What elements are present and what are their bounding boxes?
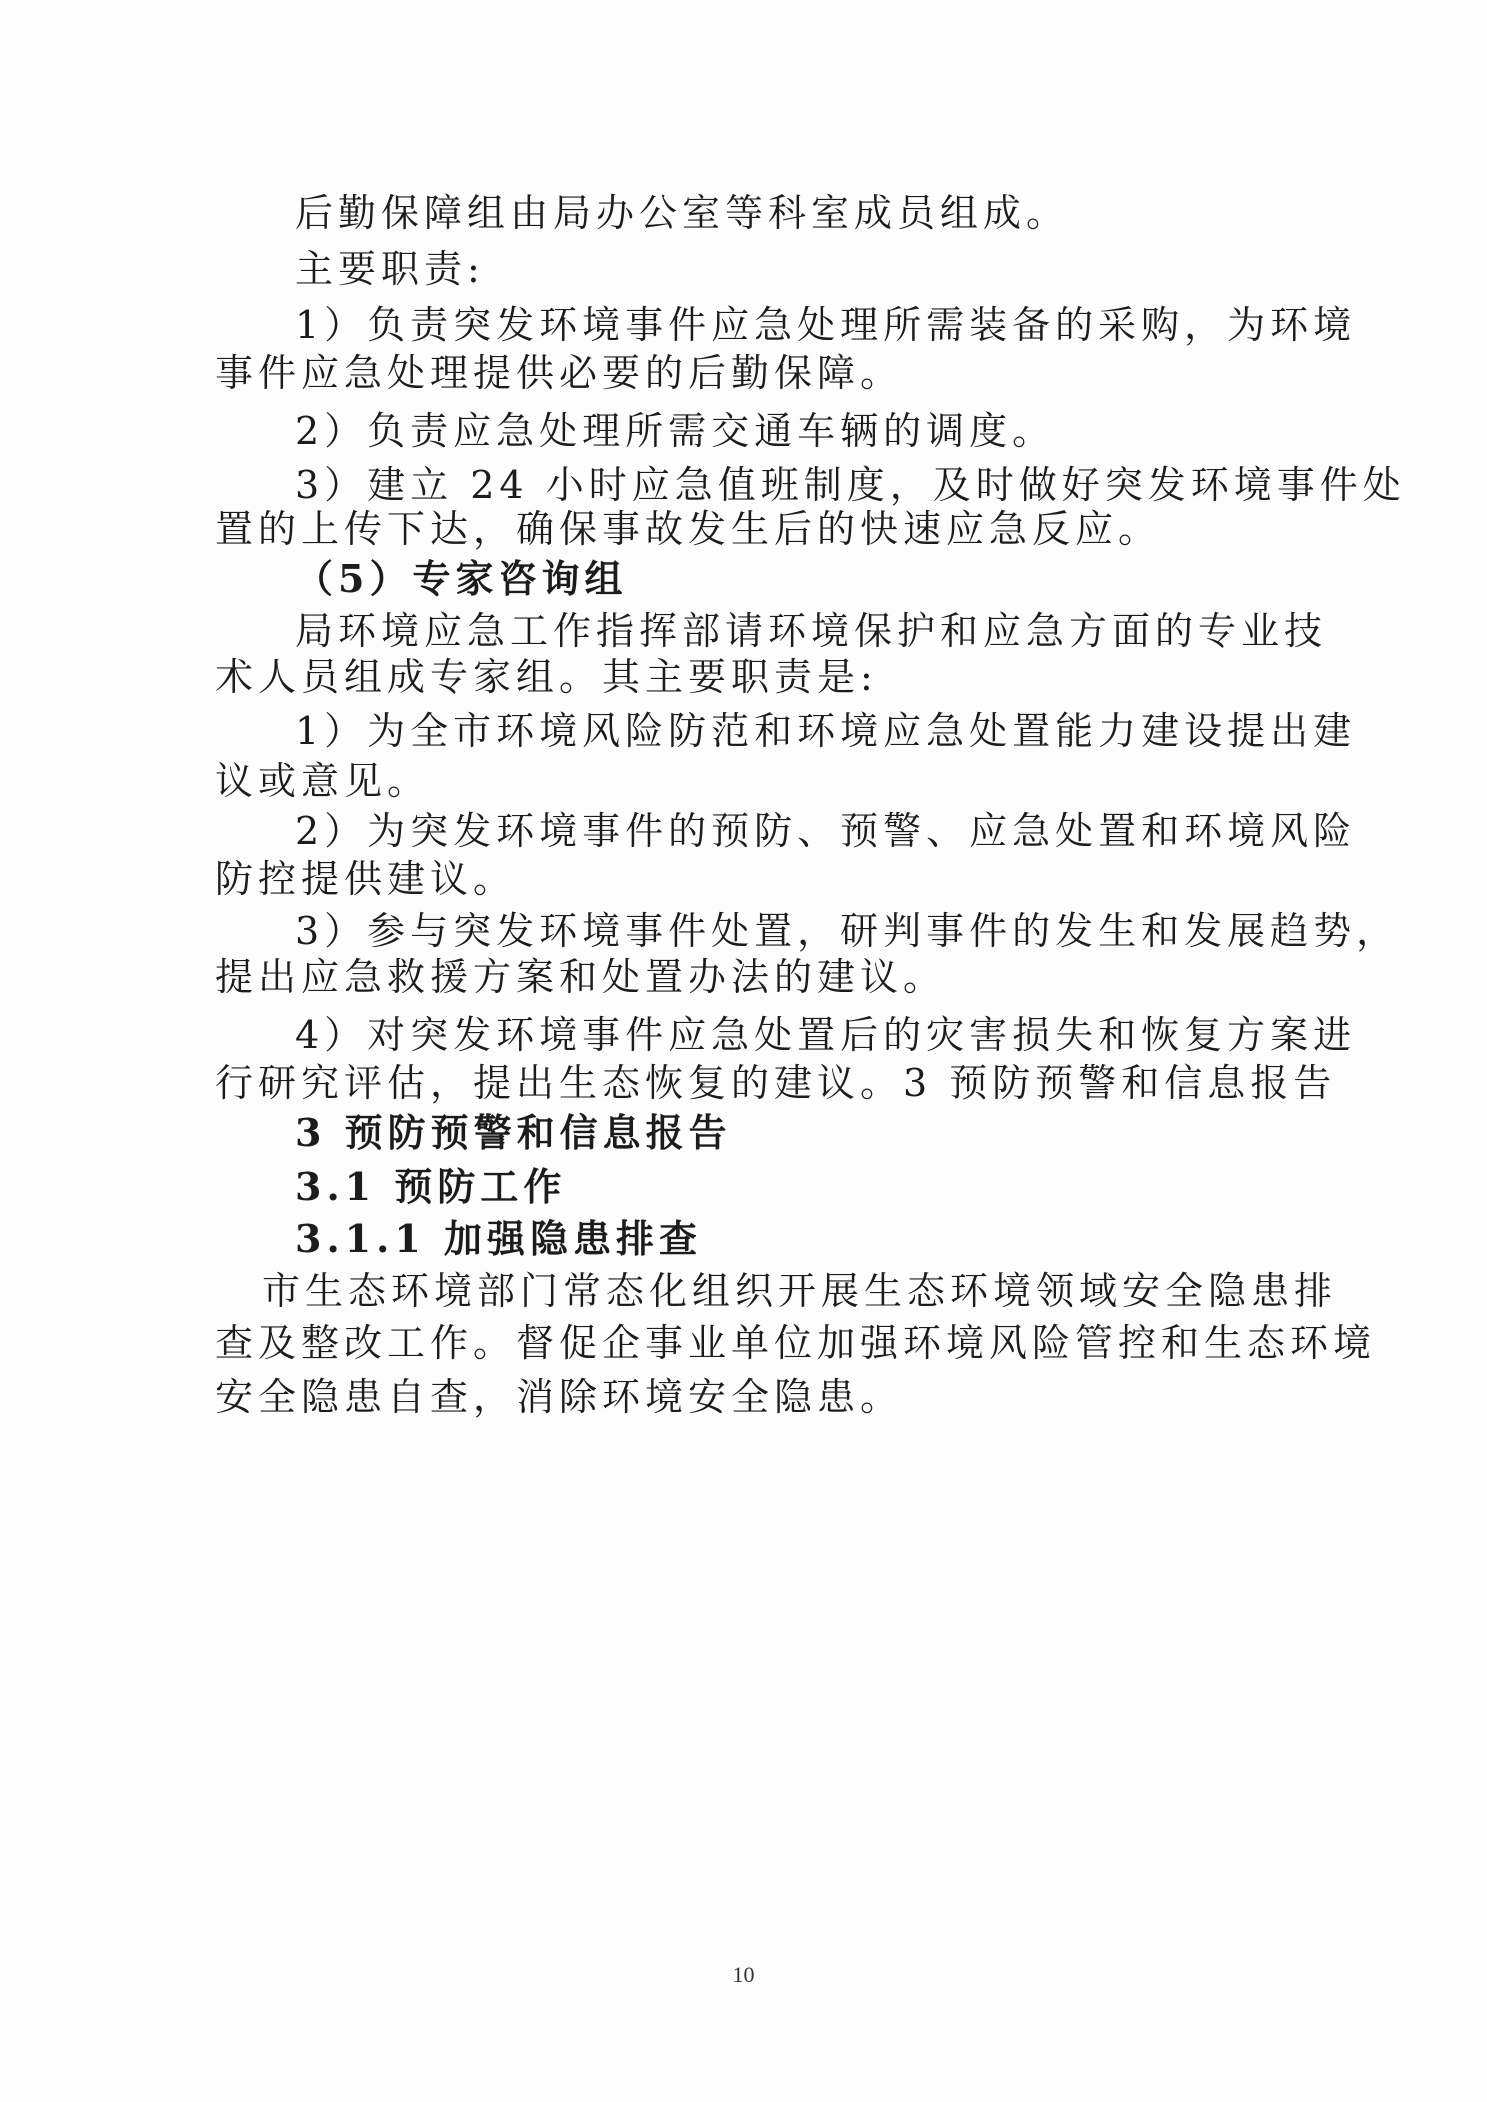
body-line: 市生态环境部门常态化组织开展生态环境领域安全隐患排 <box>262 1269 1338 1313</box>
body-line: 3）参与突发环境事件处置，研判事件的发生和发展趋势， <box>295 909 1400 953</box>
body-line: 事件应急处理提供必要的后勤保障。 <box>215 351 904 395</box>
body-line: 1）为全市环境风险防范和环境应急处置能力建设提出建 <box>295 709 1357 753</box>
body-line: 查及整改工作。督促企事业单位加强环境风险管控和生态环境 <box>215 1321 1377 1365</box>
body-line: 2）为突发环境事件的预防、预警、应急处置和环境风险 <box>295 809 1357 853</box>
body-line: 主要职责: <box>295 247 485 291</box>
body-line: 置的上传下达，确保事故发生后的快速应急反应。 <box>215 507 1162 551</box>
page-number: 10 <box>732 1962 755 1987</box>
section-heading: （5）专家咨询组 <box>295 556 628 601</box>
body-line: 行研究评估，提出生态恢复的建议。3 预防预警和信息报告 <box>215 1061 1337 1105</box>
body-line: 1）负责突发环境事件应急处理所需装备的采购，为环境 <box>295 303 1357 347</box>
body-line: 议或意见。 <box>215 759 431 803</box>
subsection-heading: 3.1.1 加强隐患排查 <box>295 1216 703 1261</box>
body-line: 后勤保障组由局办公室等科室成员组成。 <box>295 191 1070 235</box>
body-line: 提出应急救援方案和处置办法的建议。 <box>215 955 947 999</box>
body-line: 防控提供建议。 <box>215 857 517 901</box>
body-line: 2）负责应急处理所需交通车辆的调度。 <box>295 409 1056 453</box>
body-line: 3）建立 24 小时应急值班制度，及时做好突发环境事件处 <box>295 463 1406 507</box>
section-heading: 3.1 预防工作 <box>295 1164 567 1209</box>
section-heading: 3 预防预警和信息报告 <box>295 1110 732 1155</box>
body-line: 局环境应急工作指挥部请环境保护和应急方面的专业技 <box>295 609 1328 653</box>
body-line: 4）对突发环境事件应急处置后的灾害损失和恢复方案进 <box>295 1013 1357 1057</box>
body-line: 术人员组成专家组。其主要职责是: <box>215 655 878 699</box>
body-line: 安全隐患自查，消除环境安全隐患。 <box>215 1375 904 1419</box>
